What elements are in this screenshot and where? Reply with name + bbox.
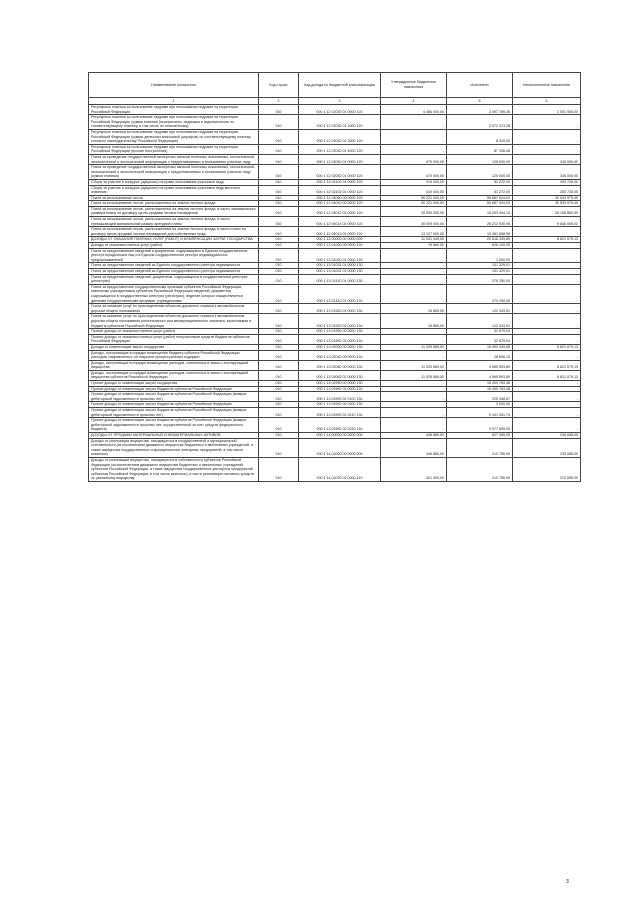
column-number: 6 xyxy=(513,98,581,105)
row-unexecuted: 8 621 079,13 xyxy=(513,344,581,350)
row-unexecuted: 30 533 975,49 xyxy=(513,201,581,207)
row-income-code: 000 1 13 02992 02 0210 130 xyxy=(299,408,381,418)
row-approved: - xyxy=(381,386,447,392)
row-unexecuted: - xyxy=(513,115,581,130)
row-line-code: 010 xyxy=(259,269,299,275)
row-executed: 101 329,01 xyxy=(447,269,513,275)
row-name: ДОХОДЫ ОТ ОКАЗАНИЯ ПЛАТНЫХ УСЛУГ (РАБОТ) И КОМПЕНСАЦИИ ЗАТРАТ ГОСУДАРСТВА xyxy=(89,237,259,243)
row-name: Плата за предоставление сведений, документов, содержащихся в государственных реестрах (регистрах) xyxy=(89,274,259,284)
table-row xyxy=(89,105,581,115)
row-name: Доходы от оказания платных услуг (работ) xyxy=(89,243,259,249)
row-approved: 15 860,00 xyxy=(381,243,447,249)
row-executed: 9 077 695,00 xyxy=(447,418,513,433)
row-name: Прочие доходы от компенсации затрат государства xyxy=(89,381,259,387)
table-header-row xyxy=(89,73,581,98)
row-approved: - xyxy=(381,402,447,408)
row-income-code: 000 1 14 02000 00 0000 000 xyxy=(299,438,381,457)
row-name: Регулярные платежи за пользование недрами при пользовании недрами на территории Российской Федерации (прочие поступления) xyxy=(89,144,259,154)
row-line-code: 010 xyxy=(259,386,299,392)
row-unexecuted: - xyxy=(513,350,581,360)
row-approved: 446 880,00 xyxy=(381,433,447,439)
row-approved: 15 860,00 xyxy=(381,314,447,329)
row-name: Доходы, поступающие в порядке возмещения бюджету субъекта Российской Федерации расходов, направленных на покрытие процессуальных издержек xyxy=(89,350,259,360)
row-income-code: 000 1 13 00000 00 0000 000 xyxy=(299,237,381,243)
row-income-code: 000 1 13 02000 00 0000 130 xyxy=(299,344,381,350)
table-row xyxy=(89,206,581,216)
row-line-code: 010 xyxy=(259,154,299,164)
row-executed: 15 409 763,48 xyxy=(447,381,513,387)
row-name: Плата за предоставление сведений из Единого государственного реестра недвижимости xyxy=(89,263,259,269)
row-unexecuted: 238 085,00 xyxy=(513,433,581,439)
row-approved: - xyxy=(381,269,447,275)
row-executed: 32 679,04 xyxy=(447,329,513,335)
row-income-code: 000 1 13 01000 00 0000 130 xyxy=(299,243,381,249)
row-name: Плата за использование лесов, расположенных на землях лесного фонда, в части, превышающей минимальный размер арендной платы xyxy=(89,217,259,227)
row-income-code: 000 1 12 02050 01 0000 120 xyxy=(299,154,381,164)
row-name: Плата за предоставление сведений из Единого государственного реестра недвижимости xyxy=(89,269,259,275)
row-approved: - xyxy=(381,115,447,130)
row-line-code: 010 xyxy=(259,284,299,303)
row-unexecuted: 235 085,00 xyxy=(513,438,581,457)
row-unexecuted: - xyxy=(513,284,581,303)
row-name: Сборы за участие в конкурсе (аукционе) на право пользования участками недр xyxy=(89,179,259,185)
row-unexecuted: 8 621 079,13 xyxy=(513,360,581,370)
row-income-code: 000 1 13 01031 01 0000 130 xyxy=(299,263,381,269)
table-row xyxy=(89,314,581,329)
row-name: ДОХОДЫ ОТ ПРОДАЖИ МАТЕРИАЛЬНЫХ И НЕМАТЕРИАЛЬНЫХ АКТИВОВ xyxy=(89,433,259,439)
row-line-code: 010 xyxy=(259,304,299,314)
table-row xyxy=(89,360,581,370)
row-unexecuted: - xyxy=(513,408,581,418)
row-line-code: 010 xyxy=(259,329,299,335)
row-unexecuted: 210 695,00 xyxy=(513,457,581,481)
row-line-code: 010 xyxy=(259,381,299,387)
row-name: Плата за использование лесов, расположенных на землях лесного фонда, в части, минимального размера платы по договору купли-продажи лесных насаждений xyxy=(89,206,259,216)
row-executed: 122 043,51 xyxy=(447,304,513,314)
row-income-code: 000 1 13 02992 02 0000 130 xyxy=(299,386,381,392)
row-line-code: 010 xyxy=(259,165,299,180)
row-unexecuted: - xyxy=(513,243,581,249)
table-row xyxy=(89,165,581,180)
row-income-code: 000 1 12 02030 01 3000 120 xyxy=(299,129,381,144)
row-line-code: 010 xyxy=(259,237,299,243)
row-line-code: 010 xyxy=(259,392,299,402)
row-line-code: 010 xyxy=(259,263,299,269)
row-unexecuted: - xyxy=(513,274,581,284)
row-line-code: 010 xyxy=(259,314,299,329)
row-income-code: 000 1 13 02992 02 0200 130 xyxy=(299,402,381,408)
row-name: Плата за проведение государственной экспертизы запасов полезных ископаемых, геологической, экономической и экологической информации о предоставляемых в пользование участках недр xyxy=(89,154,259,164)
row-line-code: 010 xyxy=(259,144,299,154)
table-row xyxy=(89,402,581,408)
row-executed: 101 329,01 xyxy=(447,263,513,269)
row-unexecuted: - xyxy=(513,269,581,275)
row-executed: 3 000,00 xyxy=(447,402,513,408)
row-unexecuted: 30 533 975,49 xyxy=(513,195,581,201)
row-income-code: 000 1 12 02102 02 0000 120 xyxy=(299,185,381,195)
row-approved: - xyxy=(381,334,447,344)
row-unexecuted: - xyxy=(513,248,581,263)
row-unexecuted: 345 000,00 xyxy=(513,154,581,164)
row-executed: 122 043,51 xyxy=(447,314,513,329)
row-name: Плата за проведение государственной экспертизы запасов полезных ископаемых, геологической, экономической и экологической информации о предоставляемых в пользование участках недр (сумма платежа) xyxy=(89,165,259,180)
row-name: Прочие доходы от компенсации затрат бюджетов субъектов Российской Федерации xyxy=(89,386,259,392)
table-row xyxy=(89,386,581,392)
row-name: Прочие доходы от оказания платных услуг (работ) получателями средств бюджетов субъектов Российской Федерации xyxy=(89,334,259,344)
table-row xyxy=(89,457,581,481)
row-executed: 627 455,00 xyxy=(447,433,513,439)
row-name: Плата за оказание услуг по присоединению объектов дорожного сервиса к автомобильным дорогам общего пользования xyxy=(89,304,259,314)
row-executed: 125 000,00 xyxy=(447,154,513,164)
row-unexecuted: - xyxy=(513,386,581,392)
row-approved: - xyxy=(381,392,447,402)
row-approved: - xyxy=(381,408,447,418)
row-name: Прочие доходы от оказания платных услуг (работ) xyxy=(89,329,259,335)
row-approved: 446 880,00 xyxy=(381,438,447,457)
table-row xyxy=(89,438,581,457)
row-approved: - xyxy=(381,248,447,263)
row-income-code: 000 1 12 02030 01 4000 120 xyxy=(299,144,381,154)
row-income-code: 000 1 12 04013 02 0000 120 xyxy=(299,227,381,237)
header-name: Наименование показателя xyxy=(89,73,259,98)
row-approved: - xyxy=(381,263,447,269)
row-name: Прочие доходы от компенсации затрат бюджетов субъектов Российской Федерации xyxy=(89,402,259,408)
row-approved: 15 860,00 xyxy=(381,304,447,314)
row-approved: 11 025 589,00 xyxy=(381,370,447,380)
row-line-code: 010 xyxy=(259,201,299,207)
row-executed: 2 972 373,28 xyxy=(447,115,513,130)
row-unexecuted: 2 051 506,00 xyxy=(513,105,581,115)
row-executed: 32 679,04 xyxy=(447,334,513,344)
column-number: 5 xyxy=(447,98,513,105)
row-line-code: 010 xyxy=(259,360,299,370)
column-number-row xyxy=(89,98,581,105)
table-row xyxy=(89,350,581,360)
row-name: Доходы от реализации имущества, находящегося в государственной и муниципальной собственности (за исключением движимого имущества бюджетных и автономных учреждений, а также имущества государственных и муниципальных унитарных предприятий, в том числе казенных) xyxy=(89,438,259,457)
table-row xyxy=(89,304,581,314)
table-row xyxy=(89,329,581,335)
row-income-code: 000 1 12 02030 01 1000 120 xyxy=(299,115,381,130)
table-row xyxy=(89,237,581,243)
row-approved: 35 059 000,00 xyxy=(381,217,447,227)
header-line-code: Код строки xyxy=(259,73,299,98)
row-approved: - xyxy=(381,350,447,360)
row-unexecuted: - xyxy=(513,304,581,314)
row-name: Доходы, поступающие в порядке возмещения расходов, понесенных в связи с эксплуатацией имущества xyxy=(89,360,259,370)
row-line-code: 010 xyxy=(259,227,299,237)
row-executed: 4 565 593,89 xyxy=(447,370,513,380)
row-approved: - xyxy=(381,418,447,433)
row-income-code: 000 1 14 00000 00 0000 000 xyxy=(299,433,381,439)
row-executed: 210 785,00 xyxy=(447,457,513,481)
row-executed: 9 101 051,74 xyxy=(447,408,513,418)
row-name: Сборы за участие в конкурсе (аукционе) на право пользования участками недр местного значения xyxy=(89,185,259,195)
row-unexecuted: 8 621 079,13 xyxy=(513,370,581,380)
row-approved: 315 000,00 xyxy=(381,185,447,195)
row-approved: 11 025 589,00 xyxy=(381,344,447,350)
row-income-code: 000 1 13 01410 01 0000 130 xyxy=(299,274,381,284)
row-executed: 59 687 024,03 xyxy=(447,201,513,207)
row-name: Плата за использование лесов, расположенных на землях лесного фонда xyxy=(89,201,259,207)
row-approved: 11 025 589,00 xyxy=(381,360,447,370)
table-row xyxy=(89,370,581,380)
row-name: Прочие доходы от компенсации затрат бюджетов субъектов Российской Федерации (возврат дебиторской задолженности прошлых лет) xyxy=(89,408,259,418)
table-row xyxy=(89,154,581,164)
row-income-code: 000 1 14 02020 02 0000 410 xyxy=(299,457,381,481)
row-approved: 90 221 000,00 xyxy=(381,201,447,207)
row-approved: 421 400,00 xyxy=(381,457,447,481)
row-approved: - xyxy=(381,329,447,335)
table-row xyxy=(89,381,581,387)
row-approved: - xyxy=(381,284,447,303)
row-name: Плата за использование лесов xyxy=(89,195,259,201)
row-unexecuted: - xyxy=(513,392,581,402)
table-row xyxy=(89,334,581,344)
row-unexecuted: - xyxy=(513,381,581,387)
table-row xyxy=(89,433,581,439)
row-line-code: 010 xyxy=(259,115,299,130)
row-executed: 10 481 658,98 xyxy=(447,227,513,237)
report-page xyxy=(88,72,580,482)
row-name: Регулярные платежи за пользование недрами при пользовании недрами на территории Российской Федерации xyxy=(89,105,259,115)
row-executed: 8 310,00 xyxy=(447,129,513,144)
row-line-code: 010 xyxy=(259,217,299,227)
table-row xyxy=(89,248,581,263)
row-unexecuted: 263 728,00 xyxy=(513,185,581,195)
row-approved: 315 000,00 xyxy=(381,179,447,185)
row-approved: 35 059 000,00 xyxy=(381,206,447,216)
table-row xyxy=(89,392,581,402)
row-executed: 379 250,00 xyxy=(447,284,513,303)
row-name: Прочие доходы от компенсации затрат бюджетов субъектов Российской Федерации (возврат дебиторской задолженности прошлых лет, осуществленной за счет средств федерального бюджета) xyxy=(89,418,259,433)
row-executed: 87 106,08 xyxy=(447,144,513,154)
table-row xyxy=(89,269,581,275)
row-name: Регулярные платежи за пользование недрами при пользовании недрами на территории Российской Федерации (сумма платежа (перерасчеты, недоимка и задолженность по соответствующему платежу, в том числе по отмененному) xyxy=(89,115,259,130)
row-executed: 210 785,00 xyxy=(447,438,513,457)
row-approved: 90 221 000,00 xyxy=(381,195,447,201)
row-income-code: 000 1 12 02030 01 0000 120 xyxy=(299,105,381,115)
row-unexecuted: - xyxy=(513,129,581,144)
row-line-code: 010 xyxy=(259,370,299,380)
row-line-code: 010 xyxy=(259,206,299,216)
row-executed: 626 100,00 xyxy=(447,243,513,249)
table-row xyxy=(89,115,581,130)
row-income-code: 000 1 13 02990 00 0000 130 xyxy=(299,381,381,387)
row-name: Регулярные платежи за пользование недрами при пользовании недрами на территории Российской Федерации (суммы денежных взысканий (штрафов) по соответствующему платежу согласно законодательству Российской Федерации) xyxy=(89,129,259,144)
row-unexecuted: - xyxy=(513,402,581,408)
row-income-code: 000 1 13 02992 02 0100 130 xyxy=(299,392,381,402)
row-name: Доходы, поступающие в порядке возмещения расходов, понесенных в связи с эксплуатацией имущества субъектов Российской Федерации xyxy=(89,370,259,380)
row-line-code: 010 xyxy=(259,457,299,481)
row-income-code: 000 1 12 02100 01 0000 120 xyxy=(299,179,381,185)
row-line-code: 010 xyxy=(259,105,299,115)
row-executed: 18 253 494,12 xyxy=(447,206,513,216)
row-executed: 19 993 349,85 xyxy=(447,344,513,350)
row-line-code: 010 xyxy=(259,248,299,263)
row-line-code: 010 xyxy=(259,274,299,284)
row-unexecuted: - xyxy=(513,334,581,344)
row-executed: 15 409 763,48 xyxy=(447,386,513,392)
row-approved: 11 041 449,00 xyxy=(381,237,447,243)
header-income-code: Код дохода по бюджетной классификации xyxy=(299,73,381,98)
row-name: Плата за предоставление государственными органами субъектов Российской Федерации, казенными учреждениями субъектов Российской Федерации сведений, документов, содержащихся в государственных реестрах (регистрах), ведение которых осуществляется данными государственными органами, учреждениями xyxy=(89,284,259,303)
row-income-code: 000 1 13 01520 01 0000 130 xyxy=(299,304,381,314)
row-approved: 4 466 000,00 xyxy=(381,105,447,115)
row-unexecuted: 9 846 069,02 xyxy=(513,217,581,227)
row-unexecuted: - xyxy=(513,314,581,329)
row-income-code: 000 1 13 01031 01 0000 130 xyxy=(299,269,381,275)
row-approved: - xyxy=(381,381,447,387)
row-line-code: 010 xyxy=(259,433,299,439)
row-line-code: 010 xyxy=(259,344,299,350)
row-line-code: 010 xyxy=(259,179,299,185)
row-income-code: 000 1 13 01990 00 0000 130 xyxy=(299,329,381,335)
row-line-code: 010 xyxy=(259,129,299,144)
header-unexecuted: Неисполненные назначения xyxy=(513,73,581,98)
row-unexecuted: 26 158 860,99 xyxy=(513,206,581,216)
row-approved: 470 000,00 xyxy=(381,154,447,164)
column-number: 4 xyxy=(381,98,447,105)
row-executed: 20 618 449,85 xyxy=(447,237,513,243)
row-approved: 470 000,00 xyxy=(381,165,447,180)
row-income-code: 000 1 13 02062 02 0000 130 xyxy=(299,370,381,380)
row-unexecuted: 345 000,00 xyxy=(513,165,581,180)
table-row xyxy=(89,227,581,237)
row-line-code: 010 xyxy=(259,185,299,195)
row-executed: 125 000,00 xyxy=(447,165,513,180)
row-name: Доходы от реализации имущества, находящегося в собственности субъектов Российской Федерации (за исключением движимого имущества бюджетных и автономных учреждений субъектов Российской Федерации, а также имущества государственных унитарных предприятий субъектов Российской Федерации, в том числе казенных), в части реализации основных средств по указанному имуществу xyxy=(89,457,259,481)
table-row xyxy=(89,201,581,207)
table-row xyxy=(89,418,581,433)
table-row xyxy=(89,274,581,284)
header-executed: Исполнено xyxy=(447,73,513,98)
row-line-code: 010 xyxy=(259,402,299,408)
row-unexecuted: 8 621 079,13 xyxy=(513,237,581,243)
column-number: 2 xyxy=(259,98,299,105)
row-unexecuted: - xyxy=(513,418,581,433)
row-line-code: 010 xyxy=(259,350,299,360)
row-income-code: 000 1 13 01410 01 0000 130 xyxy=(299,284,381,303)
table-row xyxy=(89,408,581,418)
row-line-code: 010 xyxy=(259,418,299,433)
table-row xyxy=(89,263,581,269)
row-line-code: 010 xyxy=(259,195,299,201)
row-executed: 225 348,67 xyxy=(447,392,513,402)
row-unexecuted: - xyxy=(513,227,581,237)
row-income-code: 000 1 13 02040 00 0000 130 xyxy=(299,350,381,360)
row-income-code: 000 1 12 04012 02 0000 120 xyxy=(299,206,381,216)
row-approved: - xyxy=(381,129,447,144)
row-name: Прочие доходы от компенсации затрат бюджетов субъектов Российской Федерации (возврат дебиторской задолженности прошлых лет) xyxy=(89,392,259,402)
income-table xyxy=(88,72,581,482)
row-executed: 28 696,10 xyxy=(447,350,513,360)
row-name: Плата за предоставление сведений и документов, содержащихся в Едином государственном реестре юридических лиц и в Едином государственном реестре индивидуальных предпринимателей xyxy=(89,248,259,263)
row-approved: 13 127 000,00 xyxy=(381,227,447,237)
row-unexecuted: - xyxy=(513,329,581,335)
row-approved: - xyxy=(381,144,447,154)
table-row xyxy=(89,284,581,303)
row-line-code: 010 xyxy=(259,438,299,457)
row-income-code: 000 1 12 02052 01 0000 120 xyxy=(299,165,381,180)
row-income-code: 000 1 13 01992 02 0000 130 xyxy=(299,334,381,344)
row-executed: 379 250,00 xyxy=(447,274,513,284)
row-executed: 59 687 024,03 xyxy=(447,195,513,201)
table-row xyxy=(89,129,581,144)
row-unexecuted: - xyxy=(513,144,581,154)
row-income-code: 000 1 12 04010 00 0000 120 xyxy=(299,201,381,207)
row-name: Доходы от компенсации затрат государства xyxy=(89,344,259,350)
row-income-code: 000 1 13 02060 00 0000 130 xyxy=(299,360,381,370)
row-income-code: 000 1 13 01520 02 0000 130 xyxy=(299,314,381,329)
row-income-code: 000 1 12 04014 02 0000 120 xyxy=(299,217,381,227)
row-line-code: 010 xyxy=(259,408,299,418)
table-row xyxy=(89,217,581,227)
page-number: 3 xyxy=(566,879,569,885)
row-unexecuted: - xyxy=(513,263,581,269)
row-name: Плата за использование лесов, расположенных на землях лесного фонда, в части платы по договору купли-продажи лесных насаждений для собственных нужд xyxy=(89,227,259,237)
row-name: Плата за оказание услуг по присоединению объектов дорожного сервиса к автомобильным дорогам общего пользования регионального или межмуниципального значения, зачисляемая в бюджеты субъектов Российской Федерации xyxy=(89,314,259,329)
row-unexecuted: 263 728,00 xyxy=(513,179,581,185)
row-line-code: 010 xyxy=(259,243,299,249)
row-executed: 51 272,00 xyxy=(447,185,513,195)
table-row xyxy=(89,144,581,154)
row-executed: 51 272,00 xyxy=(447,179,513,185)
row-line-code: 010 xyxy=(259,334,299,344)
row-income-code: 000 1 13 01020 01 0000 130 xyxy=(299,248,381,263)
row-executed: 3 097 789,36 xyxy=(447,105,513,115)
column-number: 3 xyxy=(299,98,381,105)
row-executed: 26 212 930,98 xyxy=(447,217,513,227)
row-income-code: 000 1 12 04000 00 0000 120 xyxy=(299,195,381,201)
table-row xyxy=(89,344,581,350)
table-row xyxy=(89,185,581,195)
column-number: 1 xyxy=(89,98,259,105)
row-executed: 1 000,00 xyxy=(447,248,513,263)
row-approved: - xyxy=(381,274,447,284)
row-income-code: 000 1 13 02992 02 0220 130 xyxy=(299,418,381,433)
header-approved: Утвержденные бюджетные назначения xyxy=(381,73,447,98)
row-executed: 4 565 593,89 xyxy=(447,360,513,370)
table-row xyxy=(89,179,581,185)
